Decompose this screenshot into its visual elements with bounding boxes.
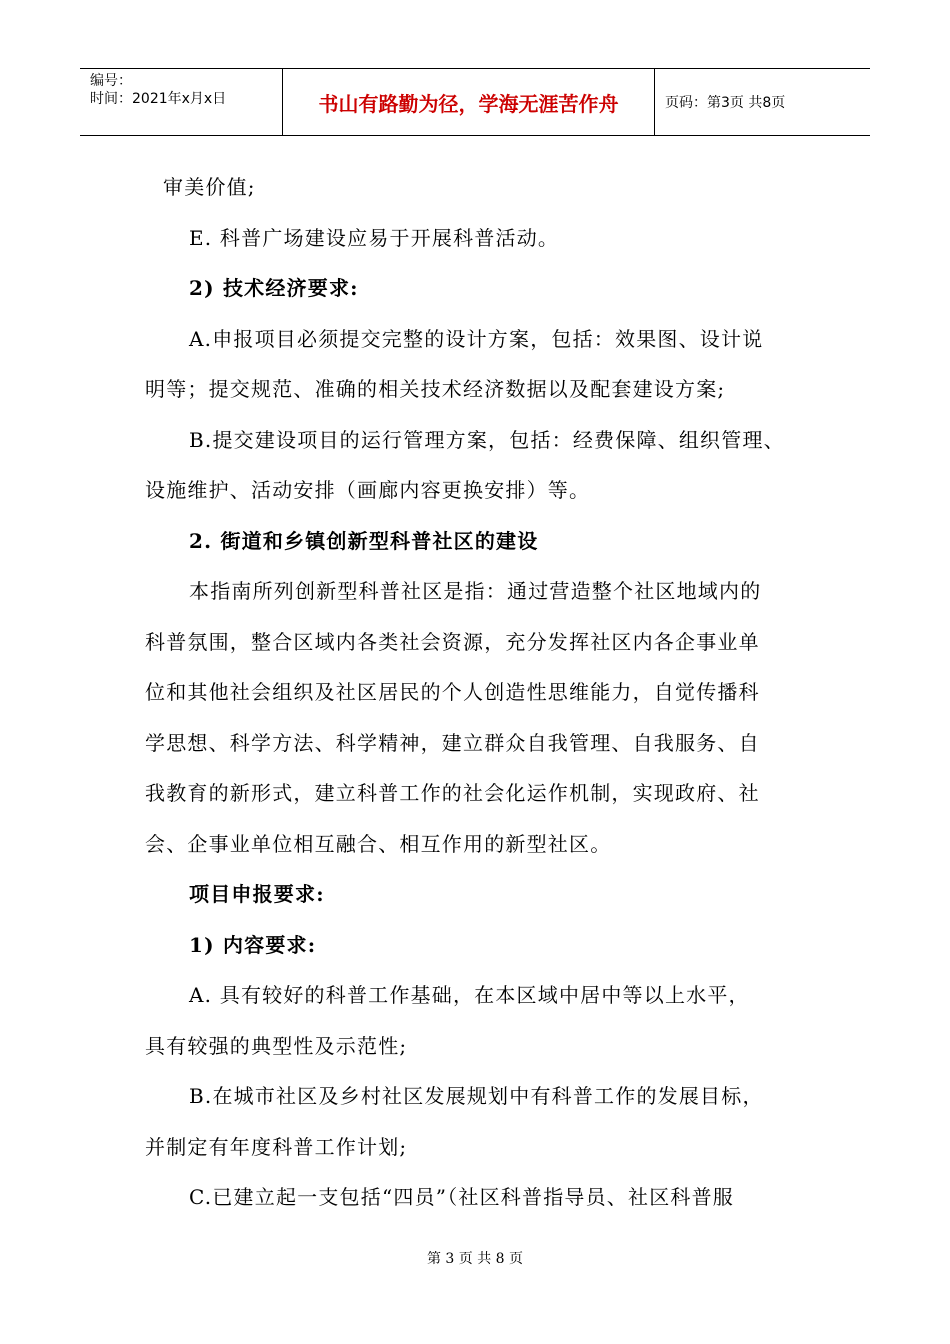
header-motto: 书山有路勤为径，学海无涯苦作舟 xyxy=(318,91,619,116)
header-motto-cell xyxy=(283,69,655,135)
header-page-label: 页码：第3页 共8页 xyxy=(665,95,786,111)
body-line: A.申报项目必须提交完整的设计方案，包括：效果图、设计说 xyxy=(189,326,764,351)
body-line: 位和其他社会组织及社区居民的个人创造性思维能力，自觉传播科 xyxy=(145,680,760,704)
body-line: B.在城市社区及乡村社区发展规划中有科普工作的发展目标， xyxy=(189,1084,764,1108)
body-line: 本指南所列创新型科普社区是指：通过营造整个社区地域内的 xyxy=(189,579,762,603)
header-meta-cell xyxy=(80,69,283,135)
body-line: 学思想、科学方法、科学精神，建立群众自我管理、自我服务、自 xyxy=(145,730,760,755)
subsection-heading: 2) 技术经济要求: xyxy=(189,276,359,300)
body-line: B.提交建设项目的运行管理方案，包括：经费保障、组织管理、 xyxy=(189,427,785,452)
subsection-heading: 1) 内容要求: xyxy=(189,932,317,957)
body-line: E. 科普广场建设应易于开展科普活动。 xyxy=(189,225,560,250)
document-number-label: 编号： xyxy=(90,73,132,89)
subsection-heading: 项目申报要求: xyxy=(189,882,325,906)
section-heading: 2. 街道和乡镇创新型科普社区的建设 xyxy=(189,528,539,553)
body-line: 具有较强的典型性及示范性; xyxy=(145,1033,408,1058)
body-line: 审美价值; xyxy=(163,175,256,199)
body-line: A. 具有较好的科普工作基础，在本区域中居中等以上水平， xyxy=(189,983,750,1007)
document-date-label: 时间：2021年x月x日 xyxy=(90,91,227,107)
body-line: 科普氛围，整合区域内各类社会资源，充分发挥社区内各企事业单 xyxy=(145,629,760,654)
body-line: 我教育的新形式，建立科普工作的社会化运作机制，实现政府、社 xyxy=(145,781,760,805)
header-table xyxy=(80,68,870,136)
page-footer: 第 3 页 共 8 页 xyxy=(426,1251,524,1267)
body-line: 会、企事业单位相互融合、相互作用的新型社区。 xyxy=(145,831,612,856)
body-line: 并制定有年度科普工作计划; xyxy=(145,1134,408,1159)
header-page-cell xyxy=(655,69,870,135)
document-body xyxy=(145,162,805,1223)
body-line: 明等；提交规范、准确的相关技术经济数据以及配套建设方案; xyxy=(145,377,726,401)
body-line: C.已建立起一支包括“四员”（社区科普指导员、社区科普服 xyxy=(189,1185,734,1209)
body-line: 设施维护、活动安排（画廊内容更换安排）等。 xyxy=(145,478,591,502)
